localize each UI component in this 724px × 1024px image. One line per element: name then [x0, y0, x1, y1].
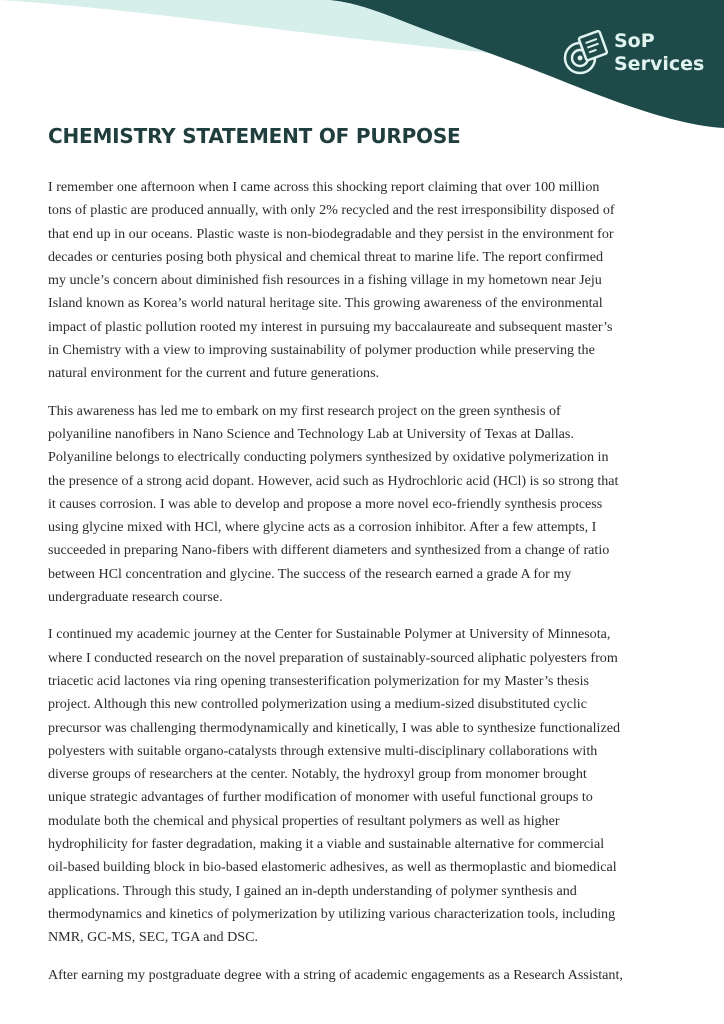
paragraph-line: using glycine mixed with HCl, where glycine acts as a corrosion inhibitor. After a few attempts, I — [48, 519, 597, 536]
paragraph-line: natural environment for the current and future generations. — [48, 365, 380, 382]
paragraph-line: I remember one afternoon when I came across this shocking report claiming that over 100 million — [48, 179, 600, 195]
paragraph-line: project. Although this new controlled polymerization using a medium-sized disubstituted cyclic — [48, 696, 587, 713]
paragraph-line: Polyaniline belongs to electrically conducting polymers synthesized by oxidative polymerization in — [48, 449, 609, 466]
paragraph-line: oil-based building block in bio-based elastomeric adhesives, as well as thermoplastic and biomedical — [48, 859, 617, 876]
document-target-icon — [560, 30, 610, 78]
paragraph-line: diverse groups of researchers at the center. Notably, the hydroxyl group from monomer brought — [48, 766, 587, 783]
page-title: CHEMISTRY STATEMENT OF PURPOSE — [48, 124, 461, 148]
paragraph-line: unique strategic advantages of further modification of monomer with useful functional groups to — [48, 789, 593, 806]
paragraph-line: undergraduate research course. — [48, 589, 223, 606]
paragraph-line: thermodynamics and kinetics of polymerization by utilizing various characterization tools, including — [48, 905, 616, 922]
paragraph-line: decades or centuries posing both physical and chemical threat to marine life. The report confirmed — [48, 248, 604, 265]
logo-wordmark — [614, 30, 704, 76]
paragraph-line: After earning my postgraduate degree with a string of academic engagements as a Research Assistant, — [48, 966, 623, 983]
paragraph-line: impact of plastic pollution rooted my interest in pursuing my baccalaureate and subsequent master’s — [48, 318, 613, 335]
paragraph-line: polyesters with suitable organo-catalysts through extensive multi-disciplinary collaborations with — [48, 742, 598, 759]
paragraph-3 — [48, 623, 688, 949]
paragraph-line: applications. Through this study, I gained an in-depth understanding of polymer synthesis and — [48, 882, 577, 899]
paragraph-4 — [48, 964, 688, 987]
paragraph-line: NMR, GC-MS, SEC, TGA and DSC. — [48, 929, 259, 946]
paragraph-line: precursor was challenging thermodynamically and kinetically, I was able to synthesize functionalized — [48, 719, 621, 736]
paragraph-line: Island known as Korea’s world natural heritage site. This growing awareness of the environmental — [48, 295, 603, 312]
paragraph-line: my uncle’s concern about diminished fish resources in a fishing village in my hometown near Jeju — [48, 272, 602, 289]
document-body — [48, 176, 688, 1001]
sop-services-logo — [560, 28, 710, 88]
paragraph-1 — [48, 176, 688, 386]
paragraph-line: it causes corrosion. I was able to develop and propose a more novel eco-friendly synthesis process — [48, 495, 603, 512]
paragraph-line: succeeded in preparing Nano-fibers with different diameters and synthesized from a change of ratio — [48, 542, 610, 559]
paragraph-line: that end up in our oceans. Plastic waste is non-biodegradable and they persist in the environment for — [48, 225, 614, 242]
paragraph-line: I continued my academic journey at the Center for Sustainable Polymer at University of Minnesota, — [48, 626, 611, 643]
paragraph-line: tons of plastic are produced annually, with only 2% recycled and the rest irresponsibility disposed of — [48, 202, 615, 219]
logo-line-2: Services — [614, 53, 705, 75]
paragraph-line: in Chemistry with a view to improving sustainability of polymer production while preserving the — [48, 342, 595, 359]
logo-line-1: SoP — [614, 30, 655, 52]
paragraph-line: triacetic acid lactones via ring opening transesterification polymerization for my Master’s thesis — [48, 672, 589, 689]
paragraph-line: where I conducted research on the novel preparation of sustainably-sourced aliphatic polyesters from — [48, 649, 618, 666]
paragraph-line: This awareness has led me to embark on my first research project on the green synthesis of — [48, 402, 561, 419]
paragraph-line: polyaniline nanofibers in Nano Science and Technology Lab at University of Texas at Dallas. — [48, 425, 574, 442]
paragraph-line: modulate both the chemical and physical properties of resultant polymers as well as higher — [48, 812, 560, 829]
paragraph-line: hydrophilicity for faster degradation, making it a viable and sustainable alternative for commercial — [48, 836, 605, 853]
paragraph-line: the presence of a strong acid dopant. However, acid such as Hydrochloric acid (HCl) is so strong that — [48, 472, 619, 489]
paragraph-2 — [48, 400, 688, 610]
paragraph-line: between HCl concentration and glycine. The success of the research earned a grade A for my — [48, 565, 572, 582]
